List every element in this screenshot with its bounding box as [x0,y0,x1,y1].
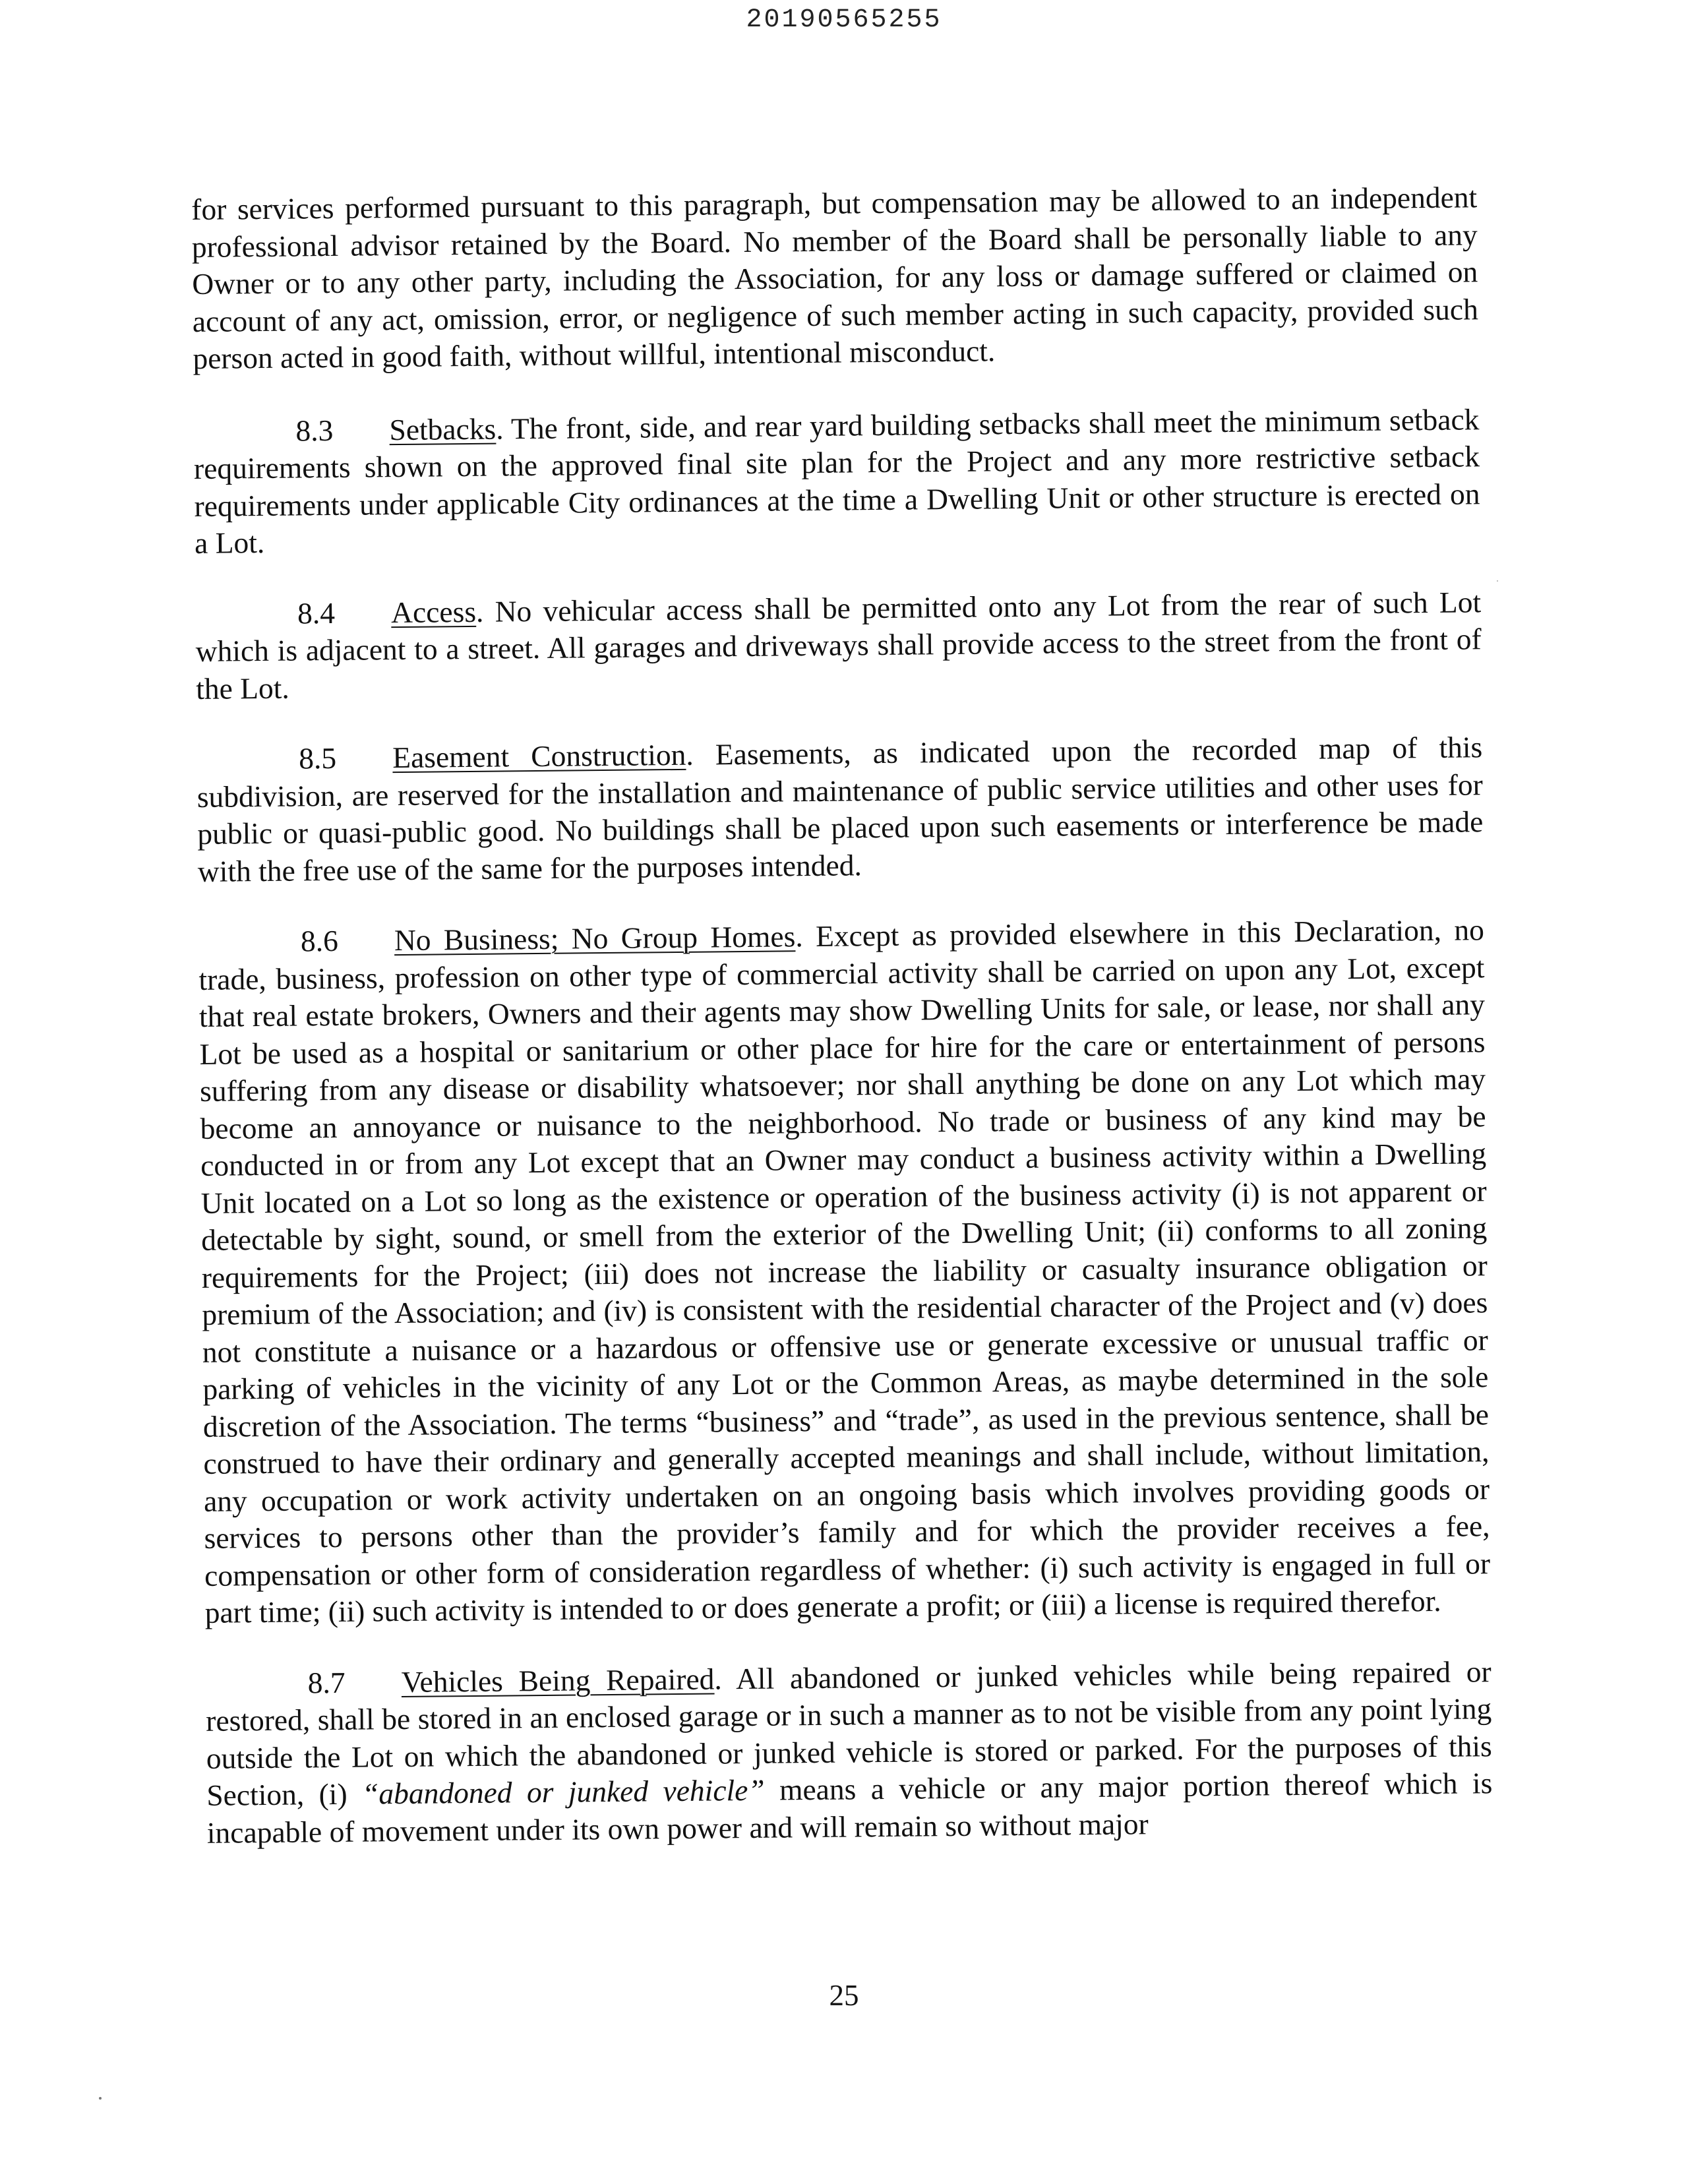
section-text: . The front, side, and rear yard building setbacks shall meet the minimum setback requirements shown on the approved final site plan for the Project and any more restrictive setback requirements under applicable City ordinances at the time a Dwelling Unit or other structure is erected on a Lot. [193,402,1480,560]
section-8-7 [205,1653,1493,1852]
section-8-4 [195,584,1482,708]
section-title: Vehicles Being Repaired [401,1661,715,1699]
section-title: Access [390,594,477,629]
section-text-after: means a vehicle or any major portion thereof which is incapable of movement under its own power and will remain so without major [206,1766,1493,1850]
section-text: . Easements, as indicated upon the recorded map of this subdivision, are reserved for the installation and maintenance of public service utilities and other uses for public or quasi-public good. No buildings shall be placed upon such easements or interference be made with the free use of the same for the purposes intended. [196,730,1484,888]
section-text: . No vehicular access shall be permitted onto any Lot from the rear of such Lot which is adjacent to a street. All garages and driveways shall provide access to the street from the front of the Lot. [195,584,1482,706]
continuation-text: for services performed pursuant to this paragraph, but compensation may be allowed to an independent professional advisor retained by the Board. No member of the Board shall be personally liable to any Owner or to any other party, including the Association, for any loss or damage suffered or claimed on account of any act, omission, error, or negligence of such member acting in such capacity, provided such person acted in good faith, without willful, intentional misconduct. [191,180,1479,375]
document-body [191,179,1493,1885]
section-8-3 [193,401,1480,562]
section-text: . Except as provided elsewhere in this Declaration, no trade, business, profession on other type of commercial activity shall be carried on upon any Lot, except that real estate brokers, Owners and their agents may show Dwelling Units for sale, or lease, nor shall any Lot be used as a hospital or sanitarium or other place for hire for the care or entertainment of persons suffering from any disease or disability whatsoever; nor shall anything be done on any Lot which may become an annoyance or nuisance to the neighborhood. No trade or business of any kind may be conducted in or from any Lot except that an Owner may conduct a business activity within a Dwelling Unit located on a Lot so long as the existence or operation of the business activity (i) is not apparent or detectable by sight, sound, or smell from the exterior of the Dwelling Unit; (ii) conforms to all zoning requirements for the Project; (iii) does not increase the liability or casualty insurance obligation or premium of the Association; and (iv) is consistent with the residential character of the Project and (v) does not constitute a nuisance or a hazardous or offensive use or generate excessive or unusual traffic or parking of vehicles in the vicinity of any Lot or the Common Areas, as maybe determined in the sole discretion of the Association. The terms “business” and “trade”, as used in the previous sentence, shall be construed to have their ordinary and generally accepted meanings and shall include, without limitation, any occupation or work activity undertaken on an ongoing basis which involves providing goods or services to persons other than the provider’s family and for which the provider receives a fee, compensation or other form of consideration regardless of whether: (i) such activity is engaged in full or part time; (ii) such activity is intended to or does generate a profit; or (iii) a license is required therefor. [198,913,1491,1629]
scan-speck [99,2097,102,2100]
section-8-5 [196,729,1484,890]
section-title: Easement Construction [392,737,686,775]
section-number: 8.6 [300,923,339,958]
section-number: 8.4 [297,595,336,630]
section-number: 8.3 [295,413,334,447]
section-title: No Business; No Group Homes [394,919,796,957]
section-8-6 [198,911,1491,1631]
document-number: 20190565255 [746,5,942,35]
section-text-before: . All abandoned or junked vehicles while being repaired or restored, shall be stored in an enclosed garage or in such a manner as to not be visible from any point lying outside the Lot on which the abandoned or junked vehicle is stored or parked. For the purposes of this Section, (i) [206,1654,1492,1812]
section-number: 8.5 [299,741,337,775]
continuation-paragraph [191,179,1479,377]
scan-speck [1497,580,1498,582]
defined-term: “abandoned or junked vehicle” [361,1773,765,1811]
section-title: Setbacks [389,411,497,446]
section-number: 8.7 [307,1665,346,1699]
page-number: 25 [829,1979,859,2012]
